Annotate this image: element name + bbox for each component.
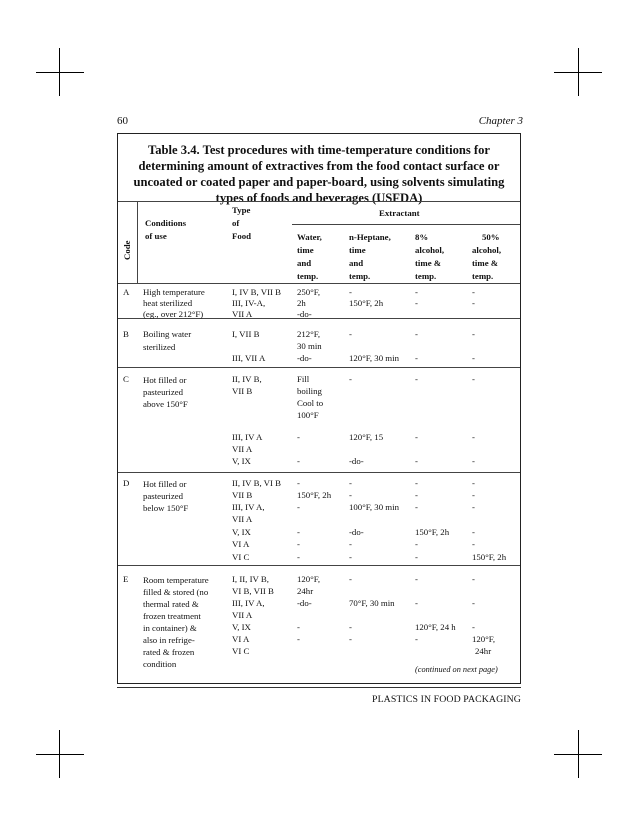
- table-cell: VII A: [232, 309, 253, 319]
- table-cell: I, IV B, VII B: [232, 287, 282, 297]
- table-cell: pasteurized: [143, 387, 184, 397]
- row-rule: [118, 565, 520, 566]
- row-rule: [118, 472, 520, 473]
- table-cell: 120°F, 24 h: [415, 622, 456, 632]
- header-line: temp.: [472, 271, 494, 281]
- table-cell: -: [297, 432, 300, 442]
- table-cell: -: [415, 552, 418, 562]
- code-header: Code: [122, 240, 132, 260]
- header-line: of use: [145, 231, 167, 241]
- page-number: 60: [117, 115, 128, 127]
- table-cell: -: [472, 539, 475, 549]
- table-cell: III, IV A: [232, 432, 263, 442]
- table-cell: -: [415, 634, 418, 644]
- table-cell: VI A: [232, 634, 250, 644]
- table-cell: V, IX: [232, 622, 251, 632]
- table-cell: -: [415, 329, 418, 339]
- row-code: C: [123, 374, 129, 384]
- table-cell: 24hr: [475, 646, 492, 656]
- header-line: time: [349, 245, 366, 255]
- table-cell: -: [297, 622, 300, 632]
- table-cell: 120°F, 15: [349, 432, 384, 442]
- table-cell: Fill: [297, 374, 310, 384]
- row-conditions: [143, 287, 205, 320]
- table-cell: in container) &: [143, 623, 197, 633]
- table-cell: 250°F,: [297, 287, 321, 297]
- header-line: temp.: [349, 271, 371, 281]
- header-line: and: [349, 258, 364, 268]
- table-cell: filled & stored (no: [143, 587, 209, 597]
- table-cell: -: [472, 622, 475, 632]
- title-line: uncoated or coated paper and paper-board, using solvents simulating: [133, 175, 505, 189]
- table-cell: frozen treatment: [143, 611, 201, 621]
- table-cell: II, IV B, VI B: [232, 478, 282, 488]
- table-cell: -: [415, 478, 418, 488]
- header-line: of: [232, 218, 240, 228]
- table-cell: 150°F, 2h: [415, 527, 450, 537]
- table-cell: VII A: [232, 610, 253, 620]
- title-rule: [118, 201, 520, 202]
- table-cell: 212°F,: [297, 329, 321, 339]
- table-cell: -: [297, 539, 300, 549]
- table-cell: -: [415, 456, 418, 466]
- header-line: and: [297, 258, 312, 268]
- table-cell: above 150°F: [143, 399, 188, 409]
- table-cell: boiling: [297, 386, 322, 396]
- table-cell: -: [349, 574, 352, 584]
- table-cell: V, IX: [232, 456, 251, 466]
- table-cell: -: [349, 552, 352, 562]
- table-cell: -: [349, 490, 352, 500]
- row-conditions: [143, 329, 191, 353]
- table-cell: -: [472, 574, 475, 584]
- table-box: [117, 133, 521, 684]
- table-cell: -: [472, 353, 475, 363]
- header-line: time &: [415, 258, 442, 268]
- conditions-header: [145, 218, 186, 242]
- table-cell: -: [349, 374, 352, 384]
- table-cell: -: [297, 634, 300, 644]
- table-cell: -: [472, 456, 475, 466]
- table-cell: -: [349, 329, 352, 339]
- extractant-header: Extractant: [379, 208, 420, 218]
- table-cell: High temperature: [143, 287, 205, 297]
- header-line: temp.: [415, 271, 437, 281]
- title-line: types of foods and beverages (USFDA): [215, 191, 423, 205]
- table-cell: V, IX: [232, 527, 251, 537]
- table-cell: 100°F, 30 min: [349, 502, 399, 512]
- code-column-rule: [137, 201, 138, 284]
- table-cell: -: [472, 502, 475, 512]
- table-cell: 120°F,: [297, 574, 321, 584]
- table-cell: -do-: [297, 309, 312, 319]
- footer-rule: [117, 687, 521, 688]
- header-line: time &: [472, 258, 499, 268]
- row-conditions: [143, 374, 188, 410]
- table-cell: -: [415, 432, 418, 442]
- table-cell: -: [415, 502, 418, 512]
- header-line: n-Heptane,: [349, 232, 391, 242]
- table-cell: -: [472, 598, 475, 608]
- alcohol-8-header: [415, 231, 444, 283]
- row-code: B: [123, 329, 129, 339]
- table-cell: -: [297, 502, 300, 512]
- table-cell: VII A: [232, 444, 253, 454]
- table-cell: condition: [143, 659, 177, 669]
- row-code: A: [123, 287, 130, 297]
- table-cell: -: [415, 598, 418, 608]
- table-cell: -: [349, 539, 352, 549]
- header-line: 50%: [482, 232, 500, 242]
- table-cell: -: [472, 374, 475, 384]
- table-cell: -do-: [297, 598, 312, 608]
- header-line: alcohol,: [415, 245, 445, 255]
- table-cell: 150°F, 2h: [349, 298, 384, 308]
- type-of-food-header: [232, 204, 251, 243]
- table-cell: -: [472, 432, 475, 442]
- table-cell: pasteurized: [143, 491, 184, 501]
- chapter-label: Chapter 3: [478, 115, 523, 127]
- table-cell: -do-: [349, 456, 364, 466]
- table-cell: heat sterilized: [143, 298, 193, 308]
- table-cell: VI C: [232, 646, 250, 656]
- table-cell: Hot filled or: [143, 479, 187, 489]
- table-cell: -: [297, 552, 300, 562]
- table-cell: 150°F, 2h: [472, 552, 507, 562]
- header-line: Type: [232, 205, 251, 215]
- table-cell: Cool to: [297, 398, 324, 408]
- table-cell: -: [349, 287, 352, 297]
- table-cell: -: [349, 478, 352, 488]
- table-cell: 30 min: [297, 341, 322, 351]
- table-cell: -: [415, 287, 418, 297]
- crop-mark-bottom-right-h: [554, 754, 602, 755]
- header-line: time: [297, 245, 314, 255]
- table-cell: (eg., over 212°F): [143, 309, 204, 319]
- continued-note: (continued on next page): [415, 665, 498, 674]
- table-cell: II, IV B,: [232, 374, 262, 384]
- table-cell: III, IV A,: [232, 598, 265, 608]
- header-rule: [118, 283, 520, 284]
- row-code: D: [123, 478, 130, 488]
- table-cell: III, VII A: [232, 353, 266, 363]
- table-cell: -do-: [349, 527, 364, 537]
- table-cell: Boiling water: [143, 329, 192, 339]
- table-cell: -: [297, 527, 300, 537]
- water-header: [297, 231, 322, 283]
- table-cell: -: [297, 478, 300, 488]
- table-cell: Hot filled or: [143, 375, 187, 385]
- extractant-rule: [292, 224, 520, 225]
- header-line: alcohol,: [472, 245, 502, 255]
- header-line: Conditions: [145, 218, 187, 228]
- footer-text: PLASTICS IN FOOD PACKAGING: [372, 694, 521, 705]
- table-cell: thermal rated &: [143, 599, 199, 609]
- table-cell: III, IV A,: [232, 502, 265, 512]
- header-line: 8%: [415, 232, 429, 242]
- row-code: E: [123, 574, 129, 584]
- alcohol-50-header: [472, 231, 501, 283]
- table-cell: sterilized: [143, 342, 176, 352]
- table-cell: -: [297, 456, 300, 466]
- table-cell: -: [349, 634, 352, 644]
- table-cell: III, IV-A,: [232, 298, 266, 308]
- header-line: temp.: [297, 271, 319, 281]
- title-line: determining amount of extractives from the food contact surface or: [138, 159, 500, 173]
- table-cell: -: [472, 298, 475, 308]
- table-cell: 120°F,: [472, 634, 496, 644]
- header-line: Food: [232, 231, 252, 241]
- table-cell: 2h: [297, 298, 306, 308]
- table-cell: -: [415, 298, 418, 308]
- header-line: Water,: [297, 232, 322, 242]
- table-cell: VII B: [232, 386, 253, 396]
- table-cell: 150°F, 2h: [297, 490, 332, 500]
- table-cell: -: [415, 374, 418, 384]
- table-cell: 70°F, 30 min: [349, 598, 395, 608]
- crop-mark-top-left-h: [36, 72, 84, 73]
- crop-mark-top-right-h: [554, 72, 602, 73]
- table-cell: Room temperature: [143, 575, 209, 585]
- table-cell: -: [472, 527, 475, 537]
- table-cell: -: [472, 287, 475, 297]
- table-cell: 24hr: [297, 586, 314, 596]
- title-line: Table 3.4. Test procedures with time-temperature conditions for: [148, 143, 490, 157]
- table-cell: -: [349, 622, 352, 632]
- table-cell: -: [472, 329, 475, 339]
- row-rule: [118, 367, 520, 368]
- table-cell: also in refrige-: [143, 635, 195, 645]
- row-conditions: [143, 478, 188, 514]
- table-cell: -: [415, 353, 418, 363]
- table-cell: VI B, VII B: [232, 586, 274, 596]
- table-cell: VII B: [232, 490, 253, 500]
- table-cell: I, VII B: [232, 329, 260, 339]
- table-cell: -do-: [297, 353, 312, 363]
- table-cell: VI A: [232, 539, 250, 549]
- table-cell: VI C: [232, 552, 250, 562]
- table-cell: -: [472, 478, 475, 488]
- heptane-header: [349, 231, 391, 283]
- table-cell: below 150°F: [143, 503, 189, 513]
- row-conditions: [143, 574, 209, 670]
- crop-mark-bottom-left-h: [36, 754, 84, 755]
- table-cell: -: [415, 539, 418, 549]
- table-cell: -: [472, 490, 475, 500]
- table-title: [118, 142, 520, 206]
- table-cell: 120°F, 30 min: [349, 353, 399, 363]
- table-cell: -: [415, 490, 418, 500]
- table-cell: I, II, IV B,: [232, 574, 269, 584]
- table-cell: 100°F: [297, 410, 319, 420]
- table-cell: VII A: [232, 514, 253, 524]
- table-cell: -: [415, 574, 418, 584]
- table-cell: rated & frozen: [143, 647, 195, 657]
